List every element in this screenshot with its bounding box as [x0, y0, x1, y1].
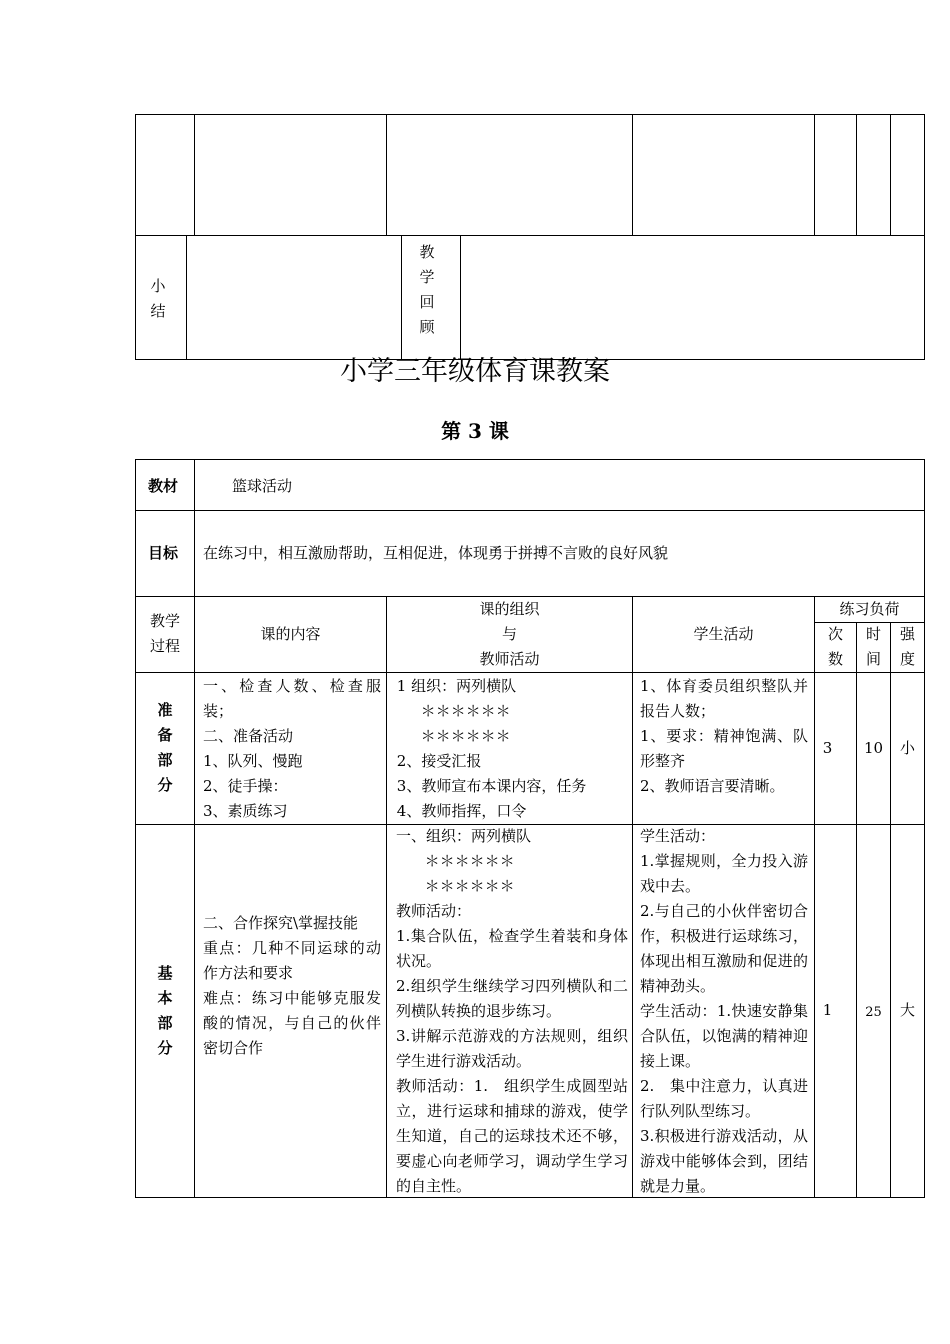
table-border: [135, 459, 925, 460]
table-border: [856, 622, 857, 1198]
basic-times: 1: [822, 1001, 833, 1019]
table-border: [135, 114, 136, 360]
table-border: [135, 114, 925, 115]
basic-intensity: 大: [899, 1001, 915, 1019]
header-org: 课的组织 与 教师活动: [479, 600, 540, 668]
material-label: 教材: [148, 477, 179, 495]
table-border: [194, 114, 195, 235]
basic-section-label: 基 本 部 分: [157, 964, 173, 1057]
table-border: [460, 235, 461, 359]
table-border: [632, 114, 633, 235]
table-border: [194, 459, 195, 1198]
goal-label: 目标: [148, 544, 179, 562]
table-border: [856, 114, 857, 235]
table-border: [386, 114, 387, 235]
header-duration: 时 间: [865, 625, 881, 668]
header-process: 教学 过程: [149, 612, 180, 655]
prep-section-label: 准 备 部 分: [157, 701, 173, 794]
basic-content: 二、合作探究\掌握技能 重点：几种不同运球的动作方法和要求 难点：练习中能够克服发酸的情况，与自己的伙伴密切合作: [203, 914, 381, 1057]
prep-times: 3: [822, 739, 833, 757]
header-load: 练习负荷: [839, 600, 900, 618]
lesson-number: 第 3 课: [441, 419, 509, 443]
prep-duration: 10: [863, 739, 884, 757]
material-value: 篮球活动: [232, 477, 293, 495]
prep-org: 1 组织：两列横队 ＊＊＊＊＊＊ ＊＊＊＊＊＊ 2、接受汇报 3、教师宣布本课内容，任务 4、教师指挥，口令: [396, 677, 587, 820]
header-times: 次 数: [827, 625, 843, 668]
table-border: [814, 114, 815, 235]
prep-content: 一、检查人数、检查服装； 二、准备活动 1、队列、慢跑 2、徒手操： 3、素质练习: [203, 677, 381, 820]
prep-student: 1、体育委员组织整队并报告人数； 1、要求：精神饱满、队形整齐 2、教师语言要清晰。: [640, 677, 808, 795]
header-content: 课的内容: [260, 625, 321, 643]
table-border: [135, 672, 925, 673]
table-border: [135, 510, 925, 511]
header-student: 学生活动: [693, 625, 754, 643]
header-intensity: 强 度: [899, 625, 915, 668]
basic-org: 一、组织：两列横队 ＊＊＊＊＊＊ ＊＊＊＊＊＊ 教师活动： 1.集合队伍，检查学生着装和身体状况。 2.组织学生继续学习四列横队和二列横队转换的退步练习。 3.讲解示范游戏的方法规则，组织学生进行游戏活动。 教师活动：1. 组织学生成圆型站立，进行运球和捕球的游戏，使学生知道，自己的运球技术还不够，要虚心向老师学习，调动学生学习的自主性。: [396, 827, 628, 1195]
table-border: [924, 459, 925, 1198]
table-border: [814, 596, 815, 1198]
table-border: [890, 622, 891, 1198]
table-border: [401, 235, 402, 359]
review-label: 教 学 回 顾: [419, 243, 435, 336]
prep-intensity: 小: [899, 739, 915, 757]
summary-label: 小 结: [150, 277, 166, 320]
goal-value: 在练习中，相互激励帮助，互相促进，体现勇于拼搏不言败的良好风貌: [203, 544, 669, 562]
table-border: [186, 235, 187, 359]
table-border: [890, 114, 891, 235]
table-border: [386, 596, 387, 1198]
table-border: [924, 114, 925, 360]
basic-duration: 25: [865, 1005, 882, 1020]
table-border: [135, 459, 136, 1198]
table-border: [135, 235, 925, 236]
page-title: 小学三年级体育课教案: [340, 356, 610, 387]
basic-student: 学生活动： 1.掌握规则，全力投入游戏中去。 2.与自己的小伙伴密切合作，积极进行运球练习，体现出相互激励和促进的精神劲头。 学生活动：1.快速安静集合队伍，以饱满的精神迎接上课。 2. 集中注意力，认真进行队列队型练习。 3.积极进行游戏活动，从游戏中能够体会到，团结就是力量。: [640, 827, 808, 1195]
table-border: [632, 596, 633, 1198]
